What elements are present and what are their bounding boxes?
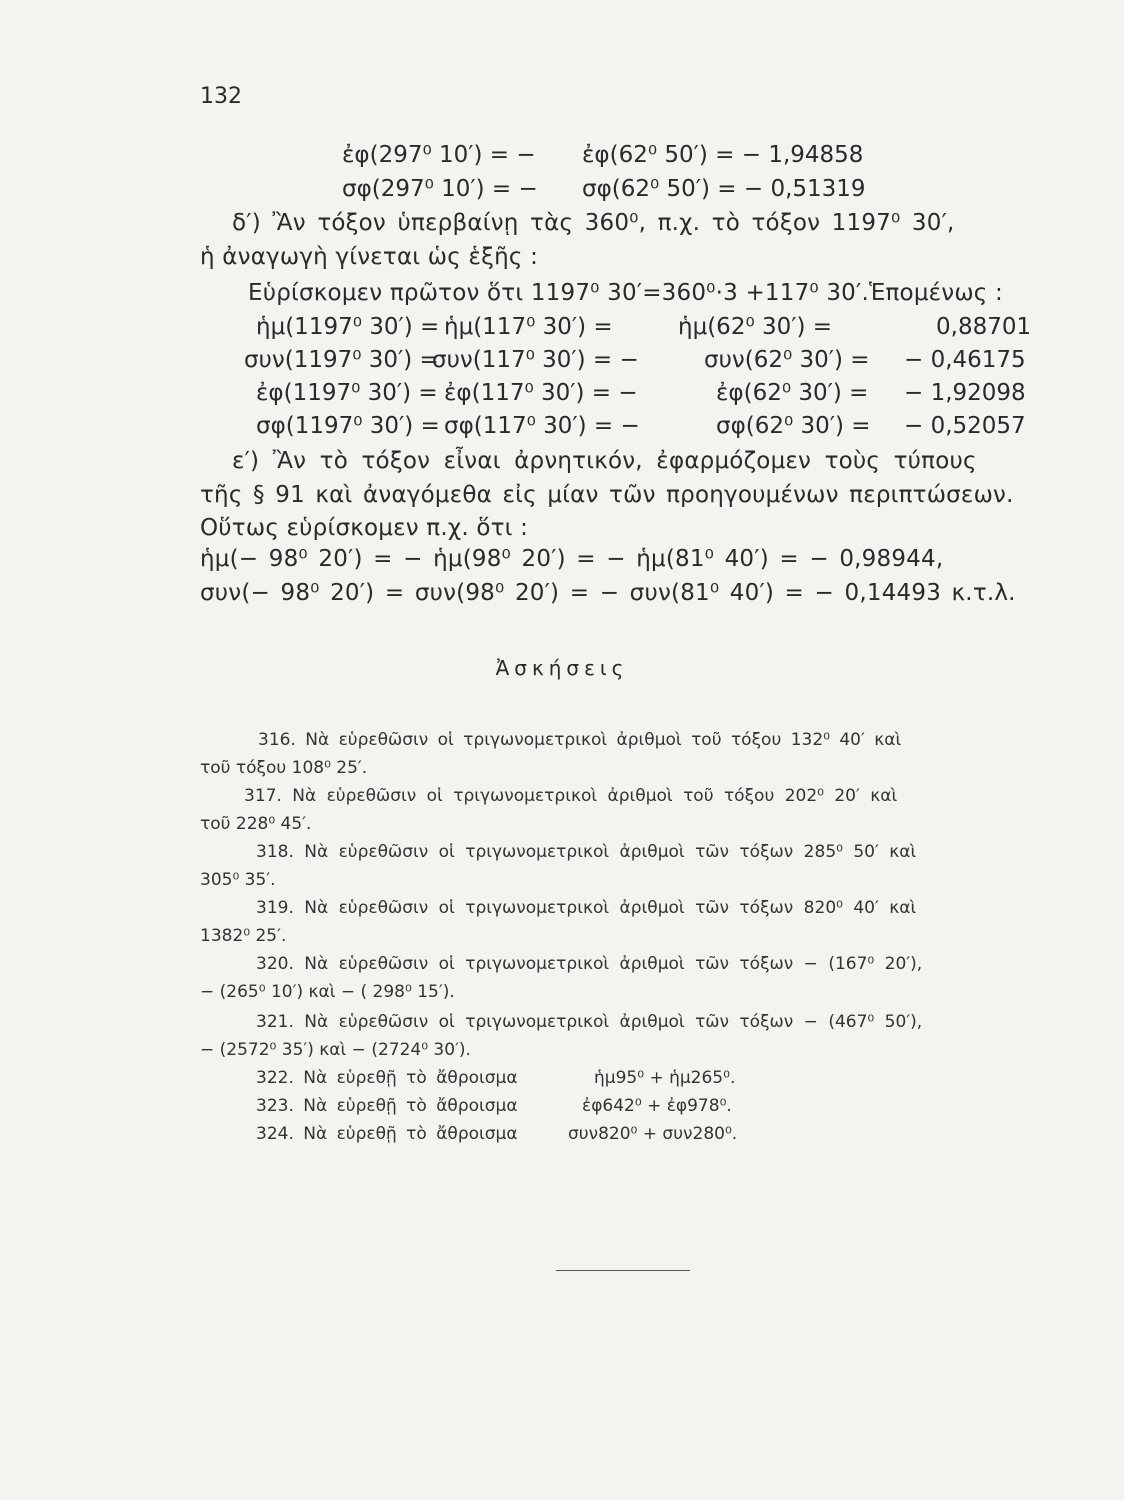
sum-exercise: 324. Νὰ εὑρεθῇ τὸ ἄθροισμα bbox=[256, 1124, 518, 1144]
paragraph-d-line: Εὑρίσκομεν πρῶτον ὅτι 1197⁰ 30′=360⁰·3 +117⁰ 30′.Ἑπομένως : bbox=[248, 280, 1003, 306]
paragraph-d-line: δ′) Ἂν τόξον ὑπερβαίνῃ τὰς 360⁰, π.χ. τὸ τόξον 1197⁰ 30′, bbox=[232, 210, 955, 236]
equation-col2: συν(117⁰ 30′) = − bbox=[432, 347, 639, 373]
exercise-line: 321. Νὰ εὑρεθῶσιν οἱ τριγωνομετρικοὶ ἀριθμοὶ τῶν τόξων − (467⁰ 50′), bbox=[256, 1012, 923, 1032]
equation-col3: σφ(62⁰ 30′) = bbox=[716, 413, 871, 439]
equation-col2: σφ(117⁰ 30′) = − bbox=[444, 413, 640, 439]
exercise-line: 305⁰ 35′. bbox=[200, 870, 276, 890]
paragraph-e-line: τῆς § 91 καὶ ἀναγόμεθα εἰς μίαν τῶν προηγουμένων περιπτώσεων. bbox=[200, 482, 1014, 508]
sum-expression: ἐφ642⁰ + ἐφ978⁰. bbox=[582, 1096, 732, 1116]
paragraph-e-line: ε′) Ἂν τὸ τόξον εἶναι ἀρνητικόν, ἐφαρμόζομεν τοὺς τύπους bbox=[232, 448, 977, 474]
exercise-line: 318. Νὰ εὑρεθῶσιν οἱ τριγωνομετρικοὶ ἀριθμοὶ τῶν τόξων 285⁰ 50′ καὶ bbox=[256, 842, 917, 862]
exercises-title: Ἀσκήσεις bbox=[495, 656, 629, 680]
equation-left: σφ(297⁰ 10′) = − bbox=[342, 176, 538, 202]
exercise-line: 316. Νὰ εὑρεθῶσιν οἱ τριγωνομετρικοὶ ἀριθμοὶ τοῦ τόξου 132⁰ 40′ καὶ bbox=[258, 730, 902, 750]
equation-col3: συν(62⁰ 30′) = bbox=[704, 347, 870, 373]
equation-col2: ἡμ(117⁰ 30′) = bbox=[444, 314, 613, 340]
sum-expression: συν820⁰ + συν280⁰. bbox=[568, 1124, 738, 1144]
paragraph-e-line: Οὕτως εὑρίσκομεν π.χ. ὅτι : bbox=[200, 515, 529, 541]
equation-col2: ἐφ(117⁰ 30′) = − bbox=[444, 380, 638, 406]
exercise-line: 317. Νὰ εὑρεθῶσιν οἱ τριγωνομετρικοὶ ἀριθμοὶ τοῦ τόξου 202⁰ 20′ καὶ bbox=[244, 786, 898, 806]
exercise-line: 320. Νὰ εὑρεθῶσιν οἱ τριγωνομετρικοὶ ἀριθμοὶ τῶν τόξων − (167⁰ 20′), bbox=[256, 954, 923, 974]
exercise-line: τοῦ τόξου 108⁰ 25′. bbox=[200, 758, 368, 778]
sum-expression: ἡμ95⁰ + ἡμ265⁰. bbox=[594, 1068, 736, 1088]
equation-col1: ἐφ(1197⁰ 30′) = bbox=[256, 380, 438, 406]
equation-col1: συν(1197⁰ 30′) = bbox=[244, 347, 439, 373]
equation-col1: σφ(1197⁰ 30′) = bbox=[256, 413, 440, 439]
exercise-line: − (265⁰ 10′) καὶ − ( 298⁰ 15′). bbox=[200, 982, 455, 1002]
exercise-line: 1382⁰ 25′. bbox=[200, 926, 287, 946]
sum-exercise: 323. Νὰ εὑρεθῇ τὸ ἄθροισμα bbox=[256, 1096, 518, 1116]
paragraph-e-equation: ἡμ(− 98⁰ 20′) = − ἡμ(98⁰ 20′) = − ἡμ(81⁰ 40′) = − 0,98944, bbox=[200, 546, 944, 572]
footer-rule bbox=[556, 1270, 690, 1271]
equation-col4: − 1,92098 bbox=[904, 380, 1026, 406]
page-number: 132 bbox=[200, 84, 242, 109]
paragraph-d-line: ἡ ἀναγωγὴ γίνεται ὡς ἑξῆς : bbox=[200, 244, 539, 270]
equation-col3: ἐφ(62⁰ 30′) = bbox=[716, 380, 869, 406]
equation-left: ἐφ(297⁰ 10′) = − bbox=[342, 142, 536, 168]
equation-col4: − 0,46175 bbox=[904, 347, 1026, 373]
exercise-line: − (2572⁰ 35′) καὶ − (2724⁰ 30′). bbox=[200, 1040, 471, 1060]
equation-right: σφ(62⁰ 50′) = − 0,51319 bbox=[582, 176, 866, 202]
exercise-line: τοῦ 228⁰ 45′. bbox=[200, 814, 312, 834]
equation-col4: 0,88701 bbox=[936, 314, 1032, 340]
equation-right: ἐφ(62⁰ 50′) = − 1,94858 bbox=[582, 142, 864, 168]
equation-col3: ἡμ(62⁰ 30′) = bbox=[678, 314, 833, 340]
equation-col1: ἡμ(1197⁰ 30′) = bbox=[256, 314, 440, 340]
exercise-line: 319. Νὰ εὑρεθῶσιν οἱ τριγωνομετρικοὶ ἀριθμοὶ τῶν τόξων 820⁰ 40′ καὶ bbox=[256, 898, 917, 918]
paragraph-e-equation: συν(− 98⁰ 20′) = συν(98⁰ 20′) = − συν(81⁰ 40′) = − 0,14493 κ.τ.λ. bbox=[200, 580, 1016, 606]
equation-col4: − 0,52057 bbox=[904, 413, 1026, 439]
sum-exercise: 322. Νὰ εὑρεθῇ τὸ ἄθροισμα bbox=[256, 1068, 518, 1088]
